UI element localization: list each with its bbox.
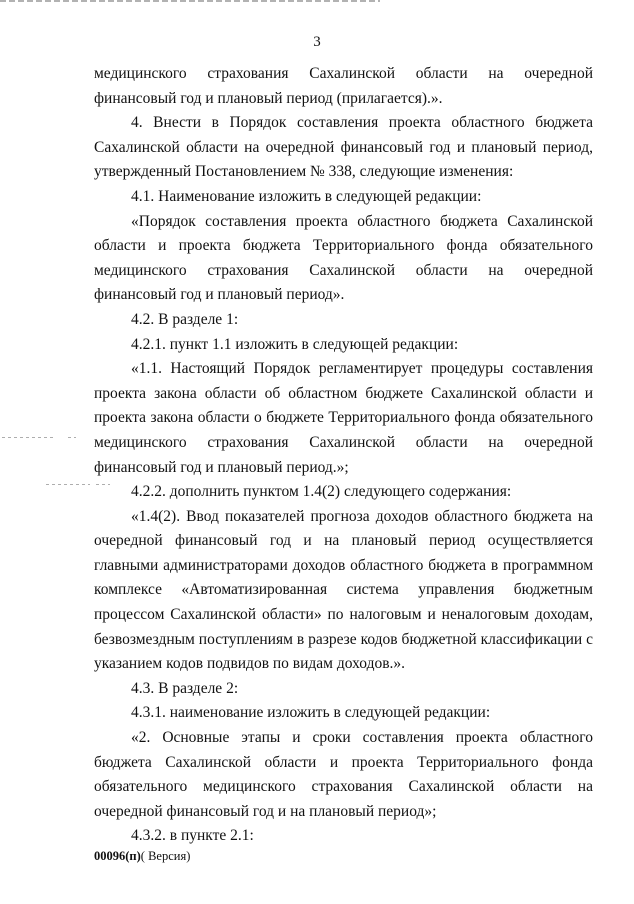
paragraph: 4.2. В разделе 1: xyxy=(131,310,239,328)
scan-margin-mark xyxy=(46,484,90,485)
scan-margin-mark xyxy=(68,437,76,438)
paragraph: 4. Внести в Порядок составления проекта областного бюджета Сахалинской области на очередной финансовый год и плановый период, утвержденный Постановлением № 338, следующие изменения: xyxy=(94,114,593,181)
top-scan-rule xyxy=(0,0,380,2)
paragraph: «1.1. Настоящий Порядок регламентирует процедуры составления проекта закона области об областном бюджете Сахалинской области и проекта закона области о бюджете Территориального фонда обязательного медицинского страхования Сахалинской области на очередной финансовый год и плановый период.»; xyxy=(94,360,593,476)
paragraph: медицинского страхования Сахалинской области на очередной финансовый год и плановый период (прилагается).». xyxy=(94,65,593,107)
paragraph: 4.3.2. в пункте 2.1: xyxy=(131,827,254,845)
paragraph: 4.2.2. дополнить пунктом 1.4(2) следующего содержания: xyxy=(131,483,512,501)
scan-margin-mark xyxy=(96,484,110,485)
paragraph: «1.4(2). Ввод показателей прогноза доходов областного бюджета на очередной финансовый год и на плановый период осуществляется главными администраторами доходов областного бюджета в программном комплексе «Автоматизированная система управления бюджетным процессом Сахалинской области» по налоговым и неналоговым доходам, безвозмездным поступлениям в разрезе кодов бюджетной классификации с указанием кодов подвидов по видам доходов.». xyxy=(94,507,593,673)
paragraph: 4.2.1. пункт 1.1 изложить в следующей редакции: xyxy=(131,335,459,353)
paragraph: «Порядок составления проекта областного бюджета Сахалинской области и проекта бюджета Территориального фонда обязательного медицинского страхования Сахалинской области на очередной финансовый год и плановый период». xyxy=(94,212,593,304)
paragraph: 4.3. В разделе 2: xyxy=(131,679,239,697)
document-code: 00096(п) xyxy=(94,849,141,863)
document-body xyxy=(94,62,593,849)
page-number: 3 xyxy=(313,34,321,50)
scan-margin-mark xyxy=(2,437,54,438)
document-version: ( Версия) xyxy=(140,849,191,863)
paragraph: 4.1. Наименование изложить в следующей редакции: xyxy=(131,187,482,205)
paragraph: 4.3.1. наименование изложить в следующей редакции: xyxy=(131,704,491,722)
document-footer xyxy=(94,849,190,864)
paragraph: «2. Основные этапы и сроки составления проекта областного бюджета Сахалинской области и проекта Территориального фонда обязательного медицинского страхования Сахалинской области на очередной финансовый год и на плановый период»; xyxy=(94,729,593,820)
